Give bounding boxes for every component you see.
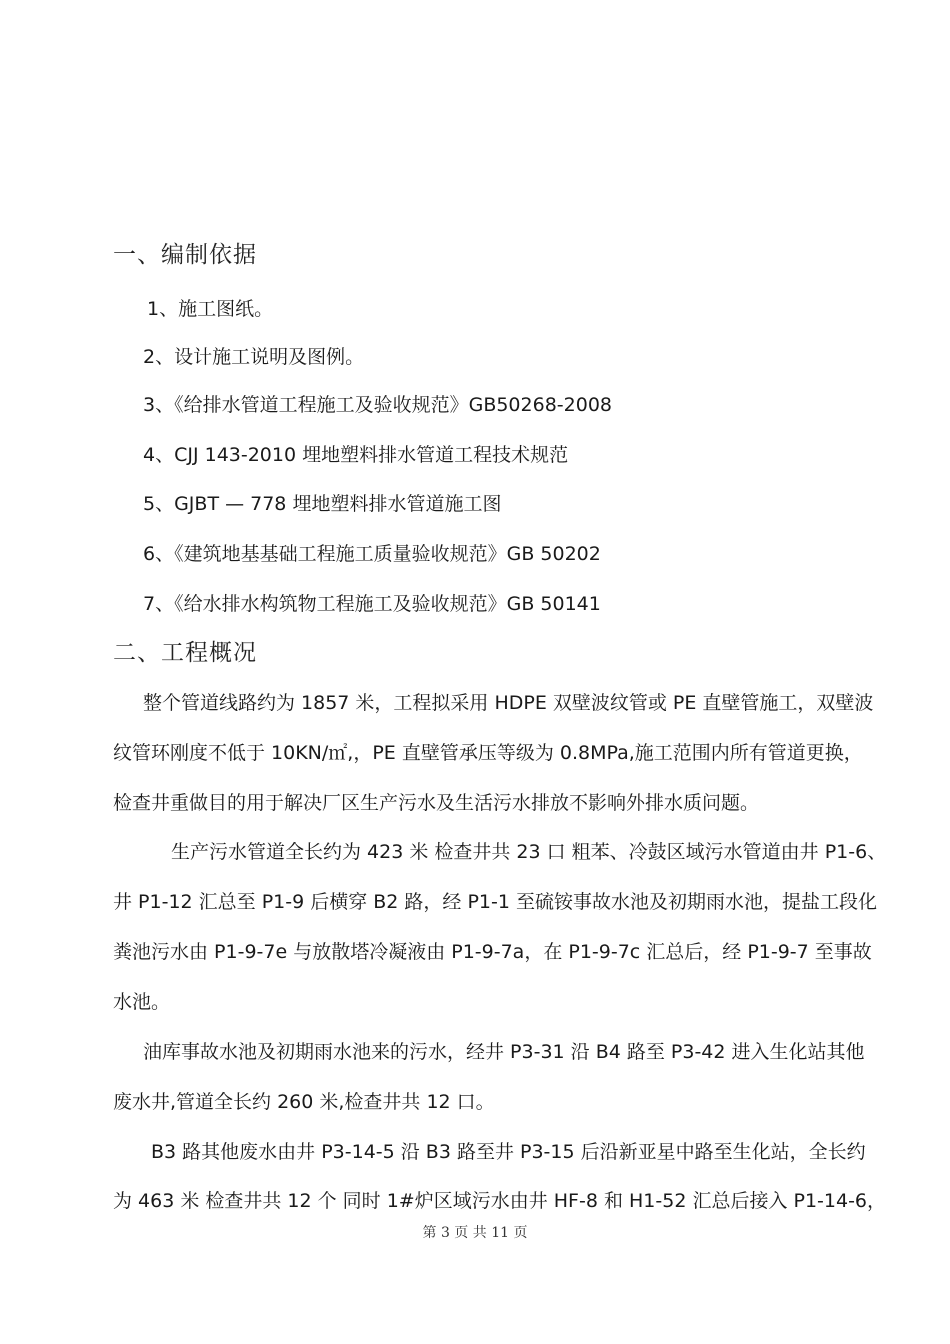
paragraph-line: 井 P1-12 汇总至 P1-9 后横穿 B2 路，经 P1-1 至硫铵事故水池及初期雨水池，提盐工段化 — [113, 891, 878, 913]
paragraph-line: 为 463 米 检查井共 12 个 同时 1#炉区域污水由井 HF-8 和 H1-52 汇总后接入 P1-14-6， — [113, 1190, 887, 1212]
basis-item-2: 2、设计施工说明及图例。 — [143, 346, 365, 368]
basis-item-3: 3、《给排水管道工程施工及验收规范》GB50268-2008 — [143, 394, 612, 416]
paragraph-line: 检查井重做目的用于解决厂区生产污水及生活污水排放不影响外排水质问题。 — [113, 792, 760, 814]
paragraph-line: 水池。 — [113, 991, 171, 1013]
section-heading-basis: 一、编制依据 — [113, 242, 257, 268]
paragraph-line: 粪池污水由 P1-9-7e 与放散塔冷凝液由 P1-9-7a，在 P1-9-7c 汇总后，经 P1-9-7 至事故 — [113, 941, 872, 963]
paragraph-line: 纹管环刚度不低于 10KN/㎡,，PE 直壁管承压等级为 0.8MPa,施工范围内所有管道更换， — [113, 742, 863, 764]
basis-item-4: 4、CJJ 143-2010 埋地塑料排水管道工程技术规范 — [143, 444, 569, 466]
section-heading-overview: 二、工程概况 — [113, 640, 257, 666]
basis-item-7: 7、《给水排水构筑物工程施工及验收规范》GB 50141 — [143, 593, 601, 615]
paragraph-line: B3 路其他废水由井 P3-14-5 沿 B3 路至井 P3-15 后沿新亚星中路至生化站，全长约 — [151, 1141, 866, 1163]
basis-item-5: 5、GJBT — 778 埋地塑料排水管道施工图 — [143, 493, 502, 515]
paragraph-line: 整个管道线路约为 1857 米，工程拟采用 HDPE 双壁波纹管或 PE 直壁管施工，双壁波 — [143, 692, 874, 714]
paragraph-line: 生产污水管道全长约为 423 米 检查井共 23 口 粗苯、冷鼓区域污水管道由井 P1-6、 — [171, 841, 887, 863]
paragraph-line: 油库事故水池及初期雨水池来的污水，经井 P3-31 沿 B4 路至 P3-42 进入生化站其他 — [143, 1041, 865, 1063]
paragraph-line: 废水井,管道全长约 260 米,检查井共 12 口。 — [113, 1091, 495, 1113]
basis-item-1: 1、施工图纸。 — [147, 298, 274, 320]
page-number-footer: 第 3 页 共 11 页 — [422, 1225, 528, 1241]
basis-item-6: 6、《建筑地基基础工程施工质量验收规范》GB 50202 — [143, 543, 601, 565]
